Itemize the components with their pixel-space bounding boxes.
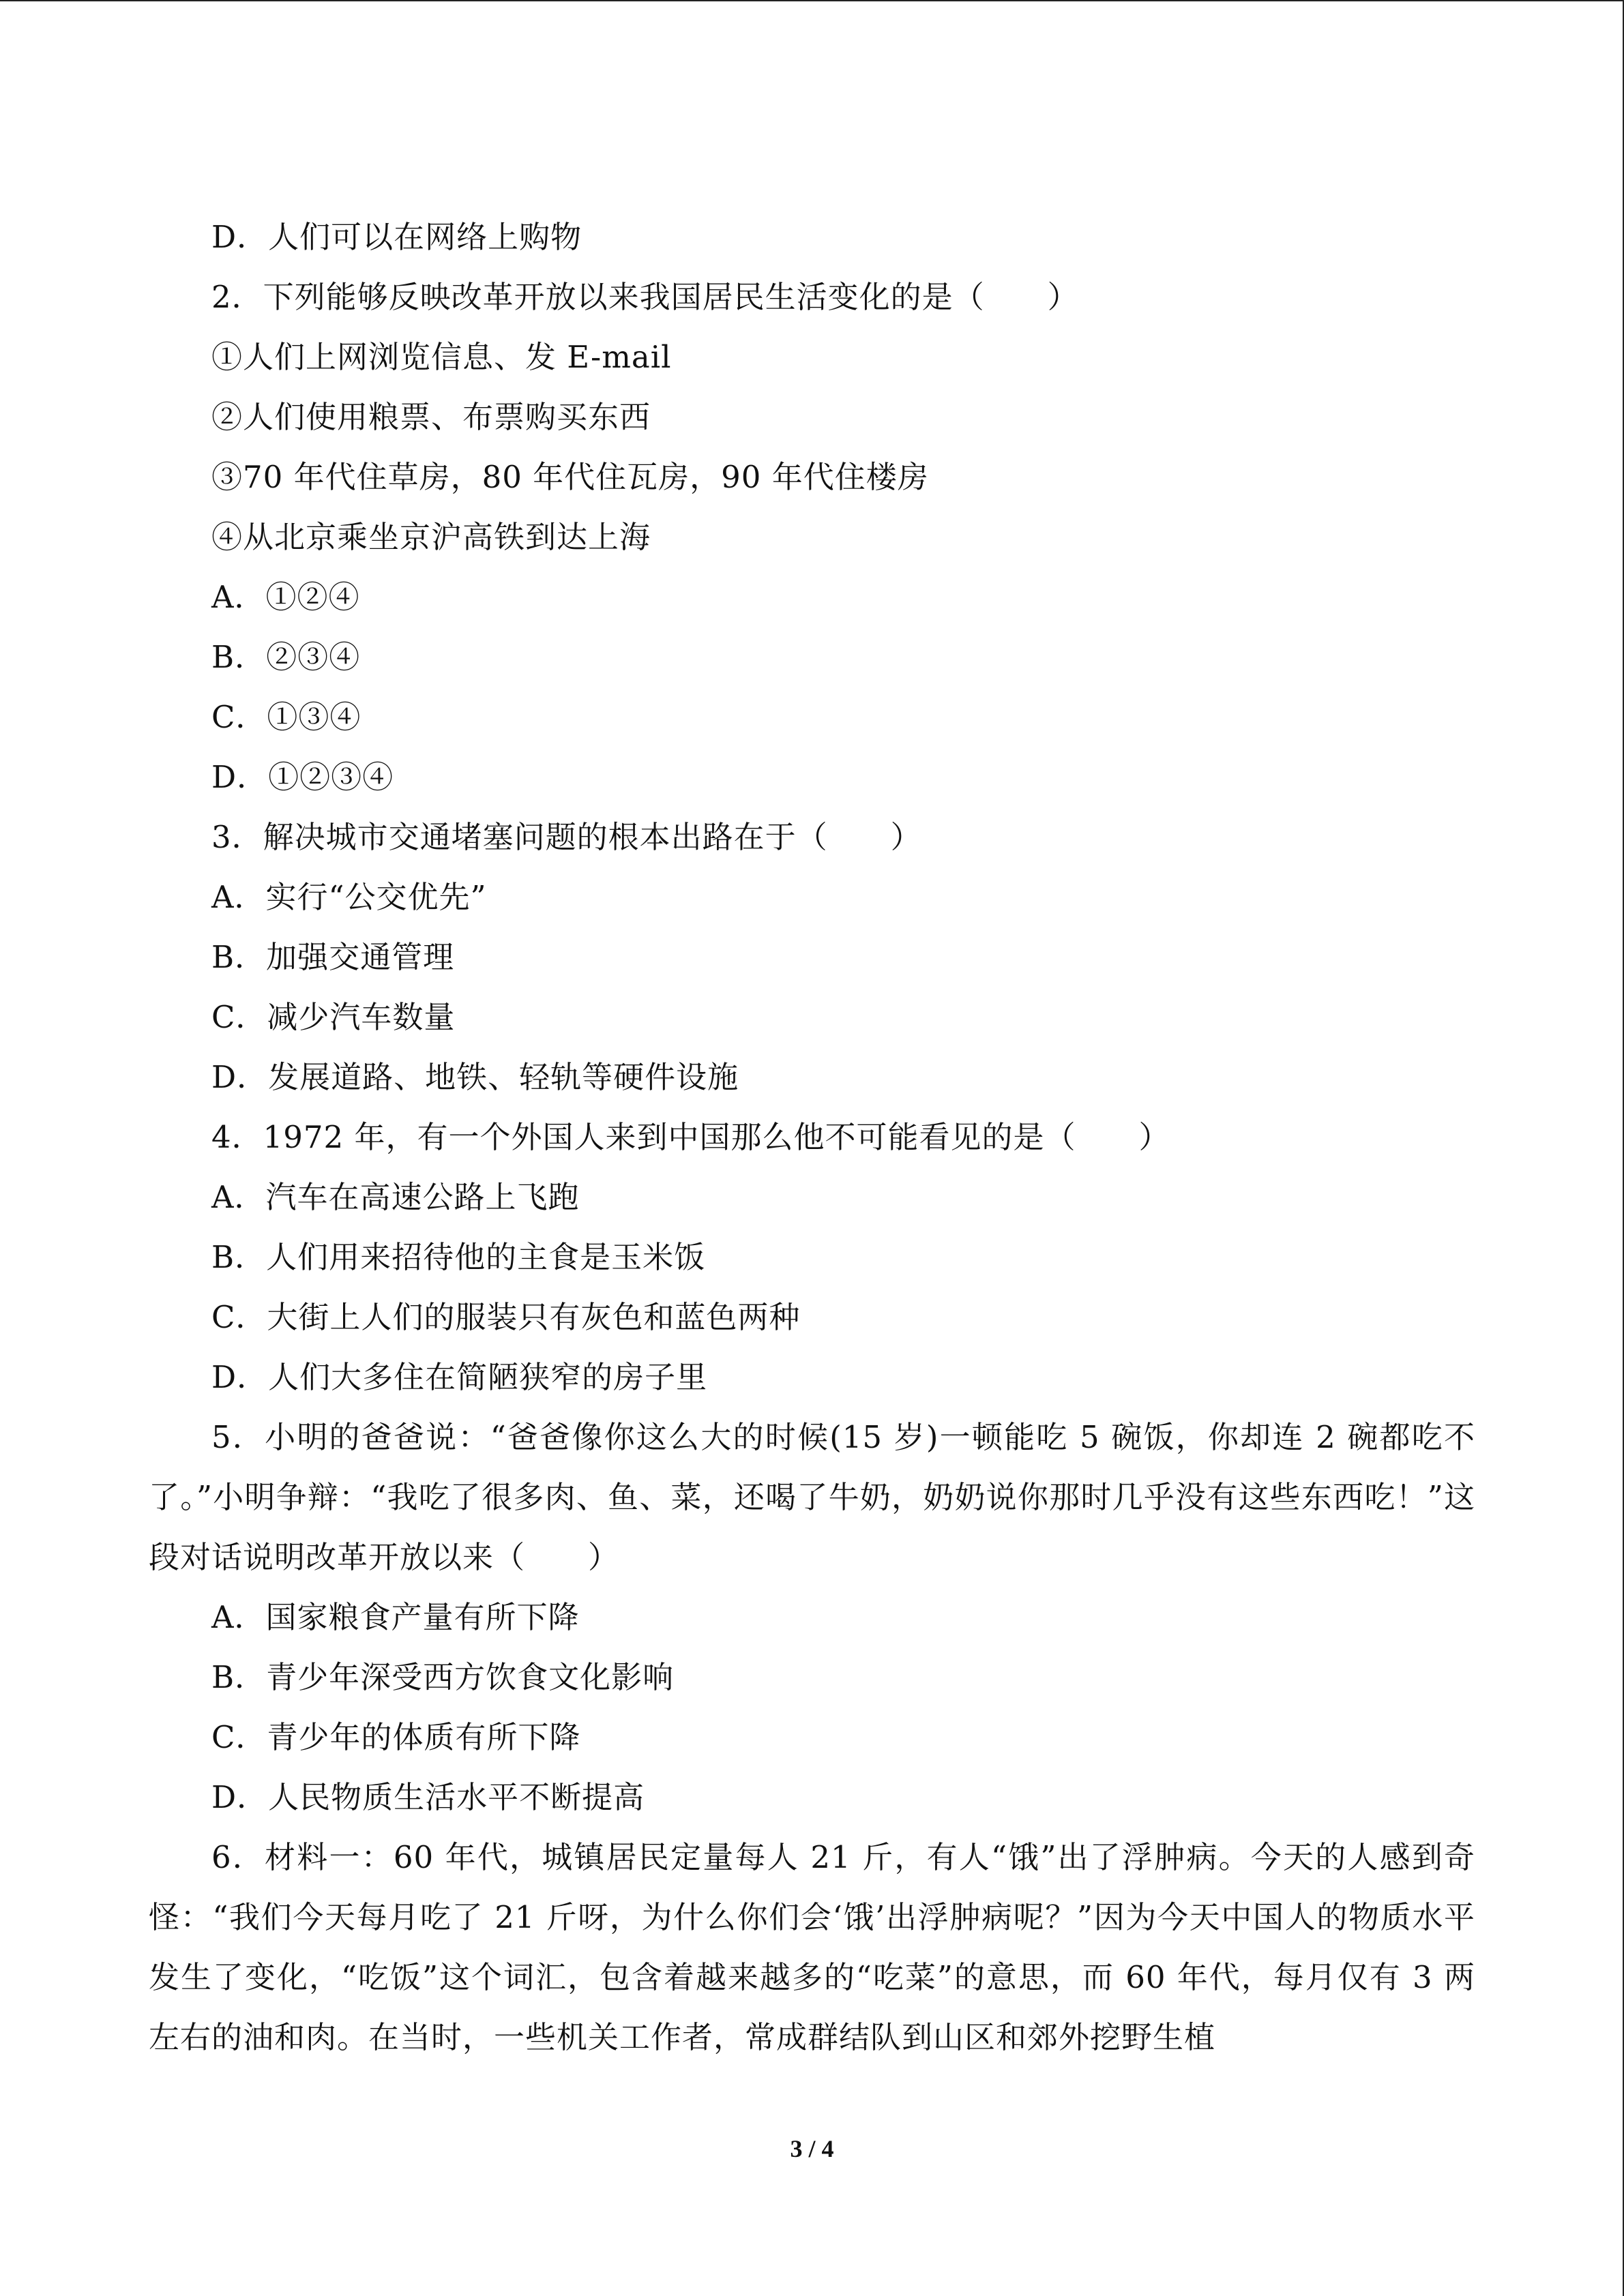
option-line: B．人们用来招待他的主食是玉米饭: [211, 1239, 706, 1275]
option-line: C．①③④: [211, 699, 361, 735]
question-4-stem: 4．1972 年，有一个外国人来到中国那么他不可能看见的是（ ）: [211, 1119, 1170, 1155]
option-line: C．青少年的体质有所下降: [211, 1719, 581, 1755]
option-line: A．国家粮食产量有所下降: [211, 1599, 580, 1635]
option-line: D．人们大多住在简陋狭窄的房子里: [211, 1359, 708, 1395]
question-6-material: 6．材料一：60 年代，城镇居民定量每人 21 斤，有人“饿”出了浮肿病。今天的人感到奇怪：“我们今天每月吃了 21 斤呀，为什么你们会‘饿’出浮肿病呢？”因为今天中国人的物质水平发生了变化，“吃饭”这个词汇，包含着越来越多的“吃菜”的意思，而 60 年代，每月仅有 3 两左右的油和肉。在当时，一些机关工作者，常成群结队到山区和郊外挖野生植: [149, 1839, 1475, 2055]
option-line: C．大街上人们的服装只有灰色和蓝色两种: [211, 1299, 801, 1335]
option-line: A．实行“公交优先”: [211, 879, 487, 915]
statement-line: ③70 年代住草房，80 年代住瓦房，90 年代住楼房: [211, 459, 929, 495]
page-number: 3 / 4: [790, 2135, 834, 2162]
option-line: D．发展道路、地铁、轻轨等硬件设施: [211, 1059, 739, 1095]
question-2-stem: 2．下列能够反映改革开放以来我国居民生活变化的是（ ）: [211, 279, 1079, 315]
option-line: D．人民物质生活水平不断提高: [211, 1779, 645, 1815]
option-line: B．青少年深受西方饮食文化影响: [211, 1659, 675, 1695]
option-line: B．②③④: [211, 639, 361, 675]
question-3-stem: 3．解决城市交通堵塞问题的根本出路在于（ ）: [211, 819, 922, 855]
option-line: A．汽车在高速公路上飞跑: [211, 1179, 580, 1215]
statement-line: ②人们使用粮票、布票购买东西: [211, 399, 651, 435]
question-5-stem: 5．小明的爸爸说：“爸爸像你这么大的时候(15 岁)一顿能吃 5 碗饭，你却连 2 碗都吃不了。”小明争辩：“我吃了很多肉、鱼、菜，还喝了牛奶，奶奶说你那时几乎没有这些东西吃！”这段对话说明改革开放以来（ ）: [149, 1419, 1475, 1575]
option-line: D．人们可以在网络上购物: [211, 219, 582, 255]
option-line: B．加强交通管理: [211, 939, 455, 975]
option-line: D．①②③④: [211, 759, 394, 795]
option-line: A．①②④: [211, 579, 360, 615]
option-line: C．减少汽车数量: [211, 999, 456, 1035]
statement-line: ④从北京乘坐京沪高铁到达上海: [211, 519, 651, 555]
statement-line: ①人们上网浏览信息、发 E-mail: [211, 339, 672, 375]
page-content: [149, 207, 1475, 2068]
